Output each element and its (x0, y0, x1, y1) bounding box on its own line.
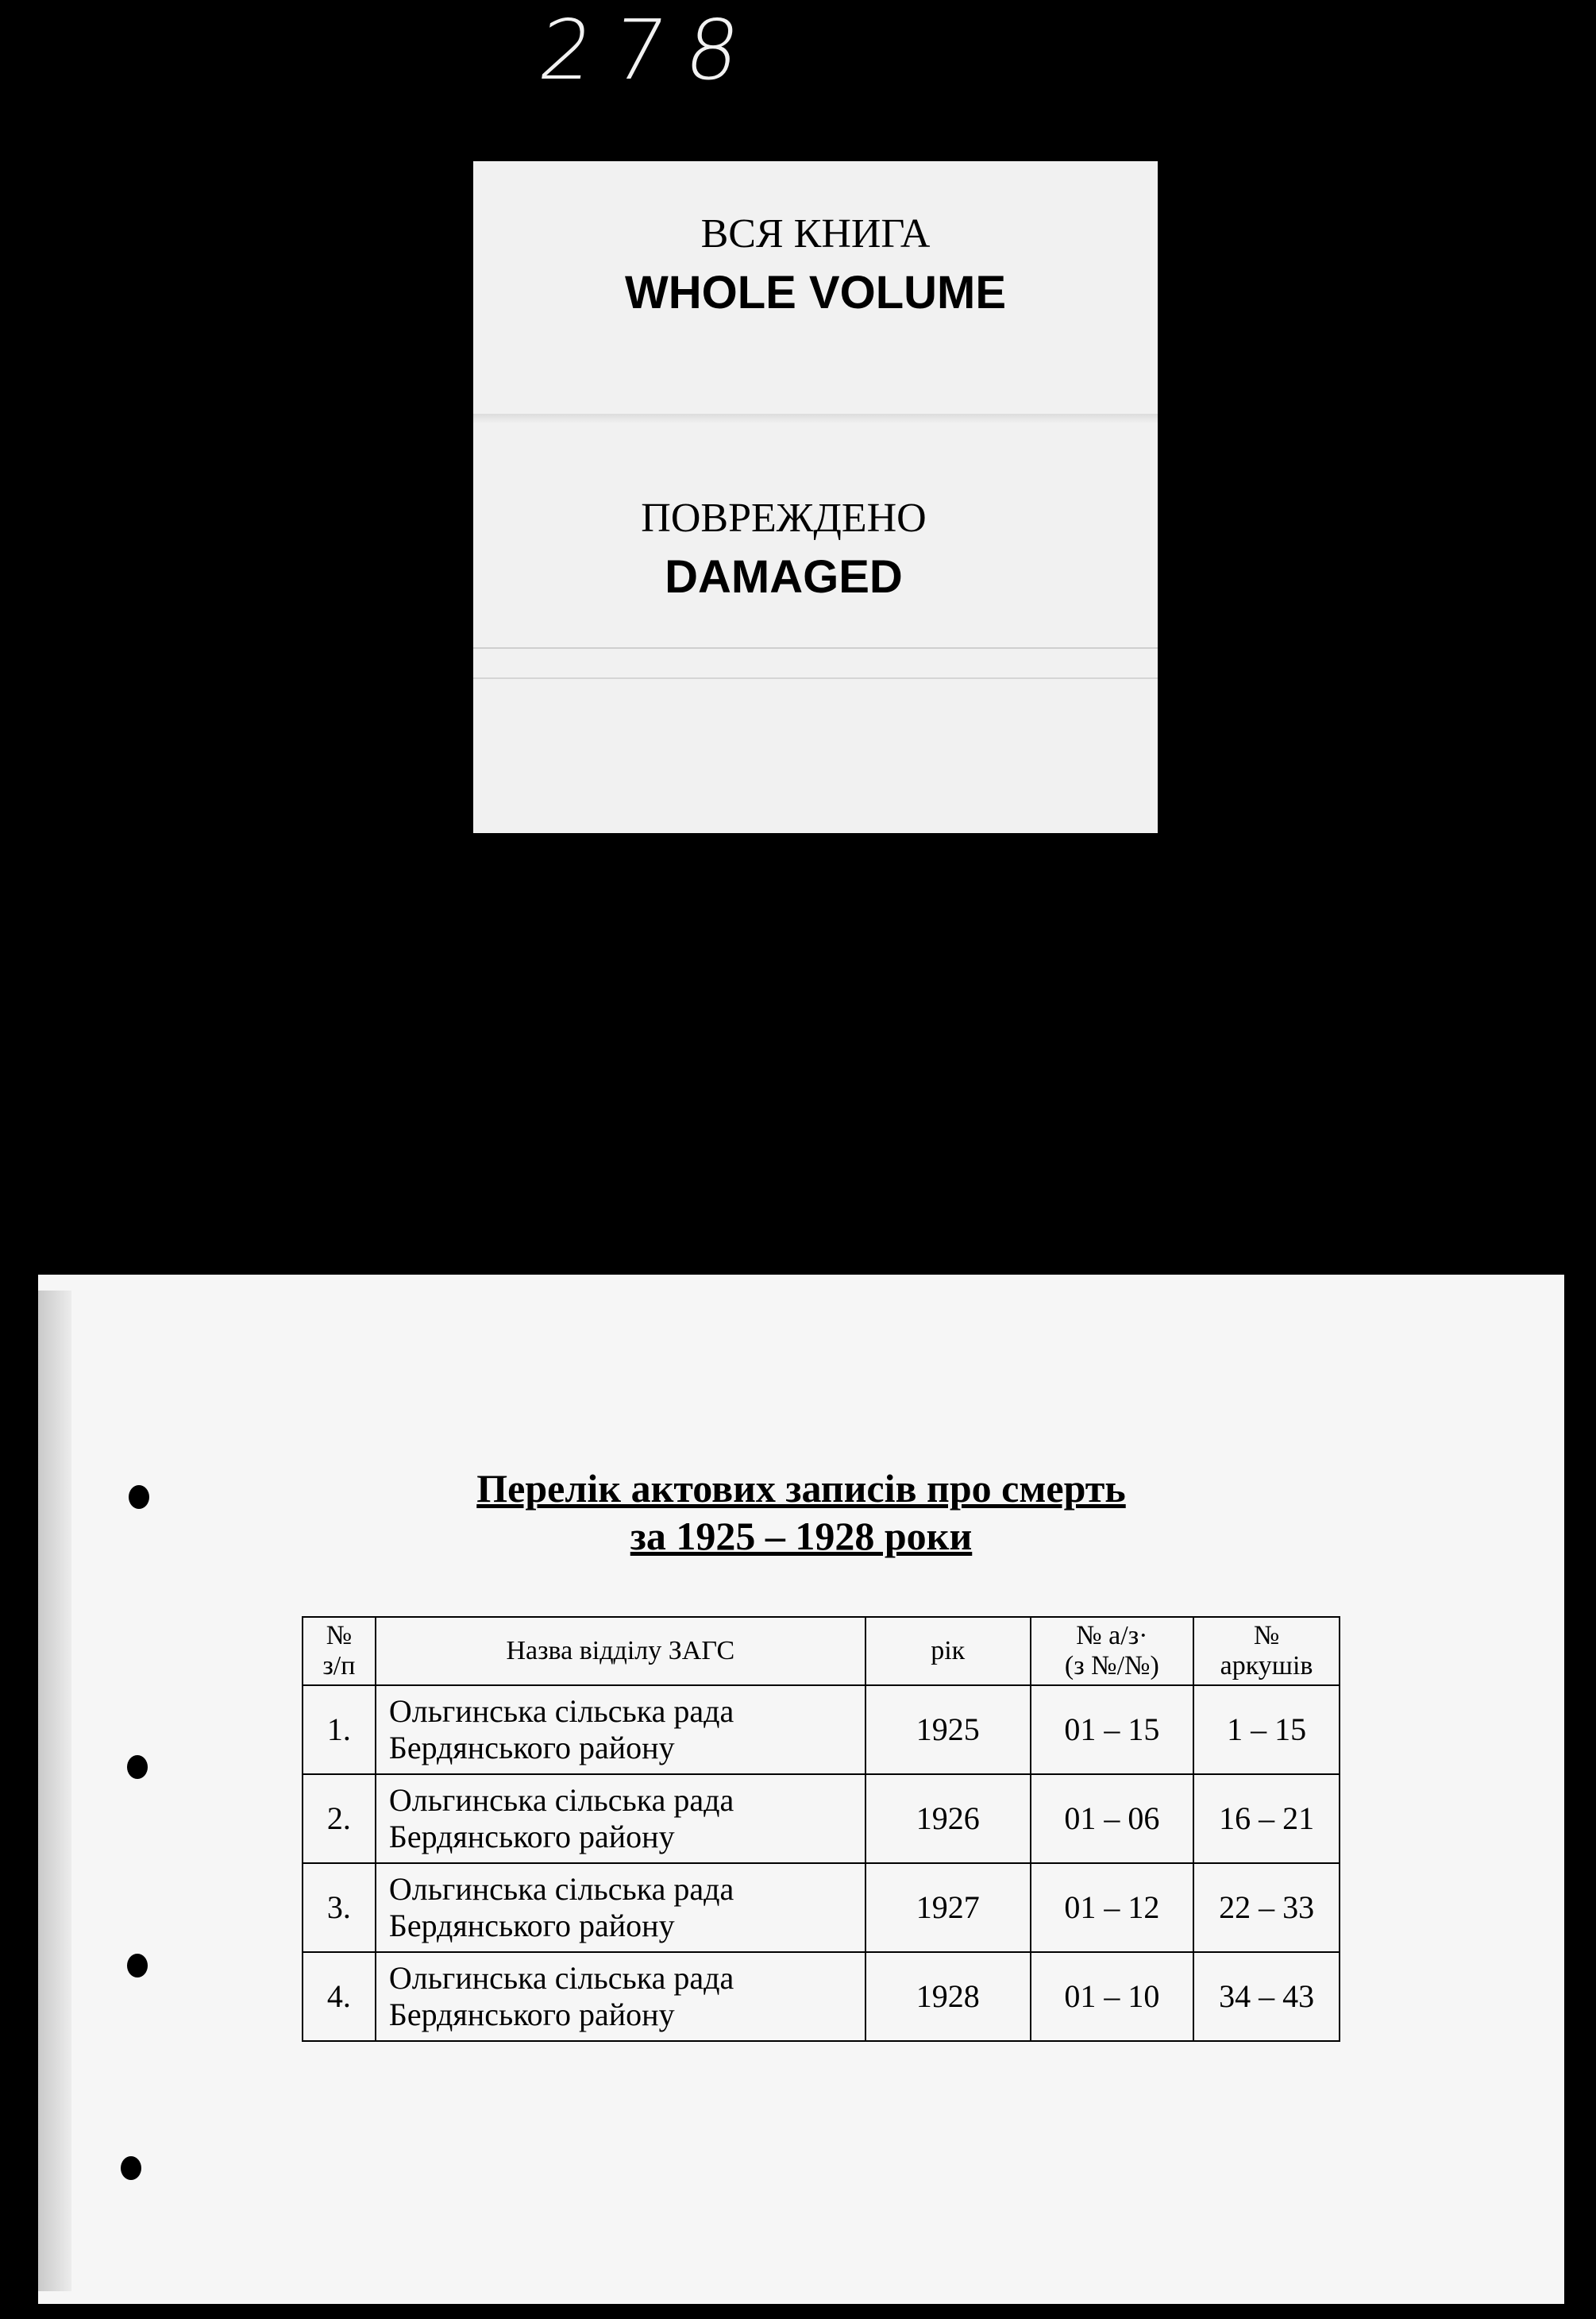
cell-num: 1. (303, 1685, 376, 1774)
records-table (302, 1616, 1340, 2042)
header-num: № з/п (303, 1617, 376, 1685)
cell-office: Ольгинська сільська рада Бердянського району (376, 1685, 865, 1774)
card-fold (473, 647, 1158, 649)
header-year: рік (865, 1617, 1031, 1685)
cell-office: Ольгинська сільська рада Бердянського району (376, 1863, 865, 1952)
table-header-row (303, 1617, 1340, 1685)
table-row (303, 1863, 1340, 1952)
cell-office: Ольгинська сільська рада Бердянського району (376, 1774, 865, 1863)
cell-sheets: 34 – 43 (1193, 1952, 1340, 2041)
cell-office: Ольгинська сільська рада Бердянського району (376, 1952, 865, 2041)
punch-hole (127, 1954, 148, 1978)
table-row (303, 1685, 1340, 1774)
cell-records: 01 – 10 (1031, 1952, 1194, 2041)
card-fold (473, 677, 1158, 679)
header-sheets: № аркушів (1193, 1617, 1340, 1685)
document-title-line1: Перелік актових записів про смерть (476, 1466, 1126, 1511)
cell-year: 1927 (865, 1863, 1031, 1952)
damaged-en: DAMAGED (665, 551, 903, 603)
cell-sheets: 1 – 15 (1193, 1685, 1340, 1774)
cell-year: 1926 (865, 1774, 1031, 1863)
cell-sheets: 16 – 21 (1193, 1774, 1340, 1863)
cell-sheets: 22 – 33 (1193, 1863, 1340, 1952)
table-row (303, 1952, 1340, 2041)
cell-year: 1925 (865, 1685, 1031, 1774)
table-row (303, 1774, 1340, 1863)
whole-volume-ru: ВСЯ КНИГА (700, 211, 931, 257)
document-sheet (38, 1275, 1564, 2304)
whole-volume-en: WHOLE VOLUME (624, 267, 1007, 318)
header-records: № а/з· (з №/№) (1031, 1617, 1194, 1685)
cell-year: 1928 (865, 1952, 1031, 2041)
cell-records: 01 – 06 (1031, 1774, 1194, 1863)
document-title-line2: за 1925 – 1928 роки (630, 1514, 973, 1558)
microfilm-target-card (473, 161, 1158, 833)
cell-records: 01 – 12 (1031, 1863, 1194, 1952)
card-fold (473, 414, 1158, 423)
cell-num: 2. (303, 1774, 376, 1863)
torn-binding-edge (38, 1291, 71, 2291)
punch-hole (121, 2156, 141, 2180)
cell-num: 4. (303, 1952, 376, 2041)
cell-num: 3. (303, 1863, 376, 1952)
frame-number: 278 (533, 2, 767, 98)
cell-records: 01 – 15 (1031, 1685, 1194, 1774)
damaged-ru: ПОВРЕЖДЕНО (641, 496, 927, 541)
punch-hole (127, 1755, 148, 1779)
header-office: Назва відділу ЗАГС (376, 1617, 865, 1685)
